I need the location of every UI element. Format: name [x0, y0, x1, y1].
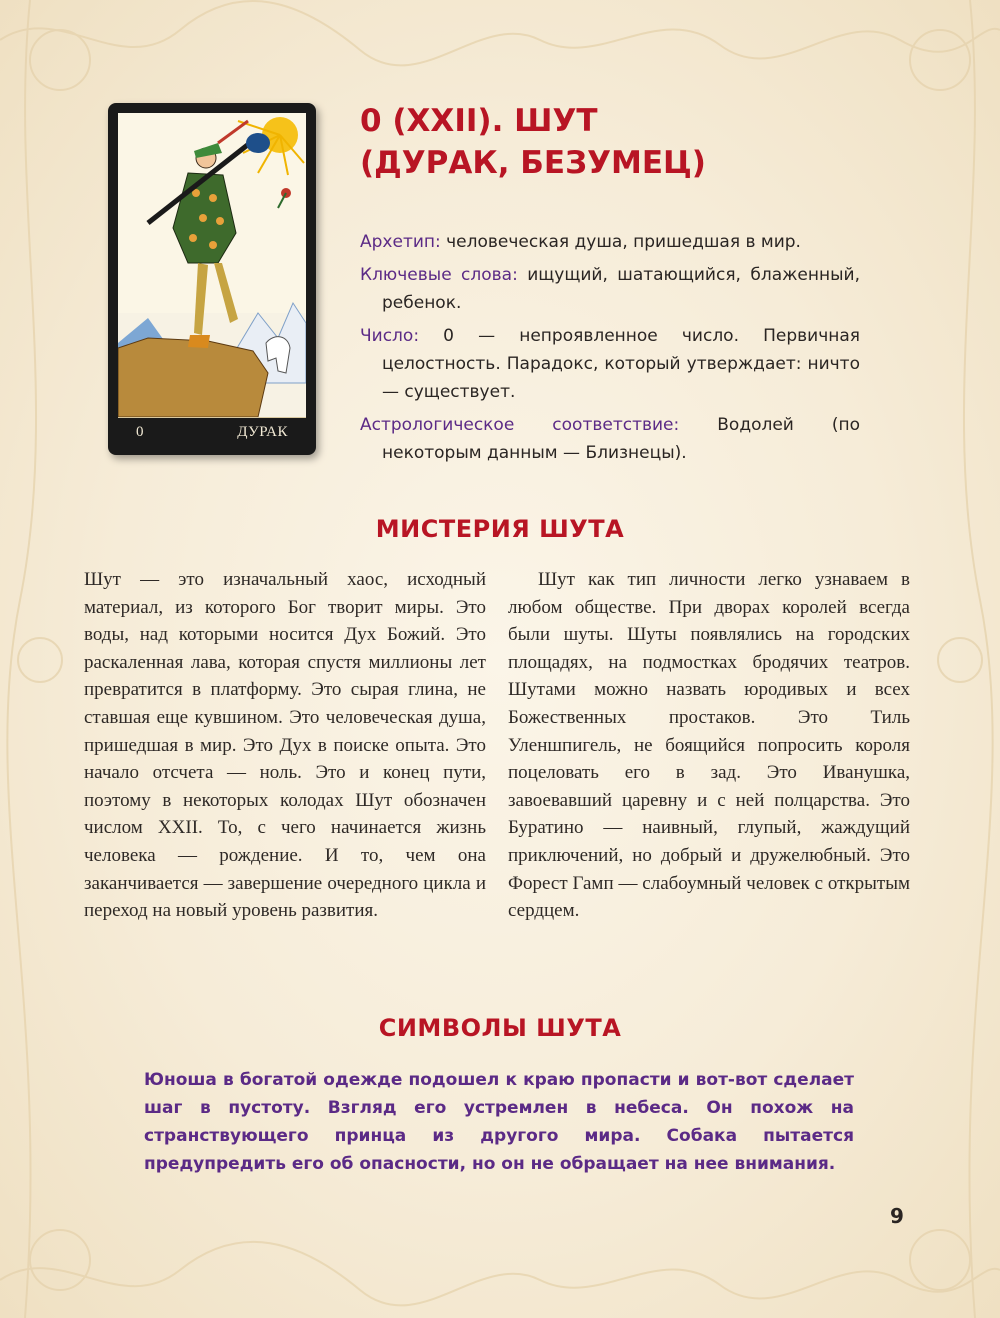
archetype-label: Архетип:: [360, 232, 441, 252]
number-label: Число:: [360, 326, 420, 346]
mystery-heading: МИСТЕРИЯ ШУТА: [375, 515, 625, 543]
astrology-row: [360, 411, 860, 467]
mystery-paragraph-right: Шут как тип личности легко узнаваем в любом обществе. При дворах королей всегда были шуты. Шуты появлялись на городских площадях, на подмостках бродячих театров. Шутами можно назвать юродивых и всех Божественных простаков. Это Тиль Уленшпигель, не боящийся попросить короля поцеловать его в зад. Это Иванушка, завоевавший царевну и с ней полцарства. Это Буратино — наивный, глупый, жаждущий приключений, но добрый и дружелюбный. Это Форест Гамп — слабоумный человек с открытым сердцем.: [508, 569, 910, 922]
arcana-attributes: [360, 228, 860, 472]
symbols-text: Юноша в богатой одежде подошел к краю пропасти и вот-вот сделает шаг в пустоту. Взгляд его устремлен в небеса. Он похож на странствующего принца из другого мира. Собака пытается предупредить его об опасности, но он не обращает на нее внимания.: [144, 1070, 854, 1174]
tarot-card: [108, 103, 316, 455]
card-number: 0: [136, 424, 144, 440]
arcana-alt-names: (ДУРАК, БЕЗУМЕЦ): [360, 145, 706, 181]
number-row: [360, 322, 860, 406]
page-number: 9: [890, 1204, 904, 1228]
arcana-name: ШУТ: [514, 103, 598, 139]
page-title: [360, 100, 920, 184]
fool-card-illustration: [118, 113, 306, 417]
number-value: 0 — непроявленное число. Первичная целостность. Парадокс, который утверждает: ничто — существует.: [382, 326, 861, 402]
astrology-label: Астрологическое соответствие:: [360, 415, 680, 435]
mystery-column-right: [508, 566, 910, 925]
keywords-value: ищущий, шатающийся, блаженный, ребенок.: [382, 265, 860, 313]
symbols-heading: СИМВОЛЫ ШУТА: [378, 1014, 622, 1042]
mystery-paragraph-left: Шут — это изначальный хаос, исходный материал, из которого Бог творит миры. Это воды, над которыми носится Дух Божий. Это раскаленная лава, которая спустя миллионы лет превратится в платформу. Это сырая глина, не ставшая еще кувшином. Это человеческая душа, пришедшая в мир. Это Дух в поиске опыта. Это начало отсчета — ноль. Это и конец пути, поэтому в некоторых колодах Шут обозначен числом XXII. То, с чего начинается жизнь человека — рождение. И то, чем она заканчивается — завершение очередного цикла и переход на новый уровень развития.: [84, 569, 486, 922]
keywords-label: Ключевые слова:: [360, 265, 518, 285]
astrology-value: Водолей (по некоторым данным — Близнецы).: [382, 415, 860, 463]
archetype-row: [360, 228, 860, 256]
mystery-column-left: [84, 566, 486, 925]
keywords-row: [360, 261, 860, 317]
card-name: ДУРАК: [237, 424, 288, 440]
archetype-value: человеческая душа, пришедшая в мир.: [446, 232, 801, 252]
card-caption: [118, 417, 306, 447]
arcana-number: 0 (XXII).: [360, 103, 504, 139]
